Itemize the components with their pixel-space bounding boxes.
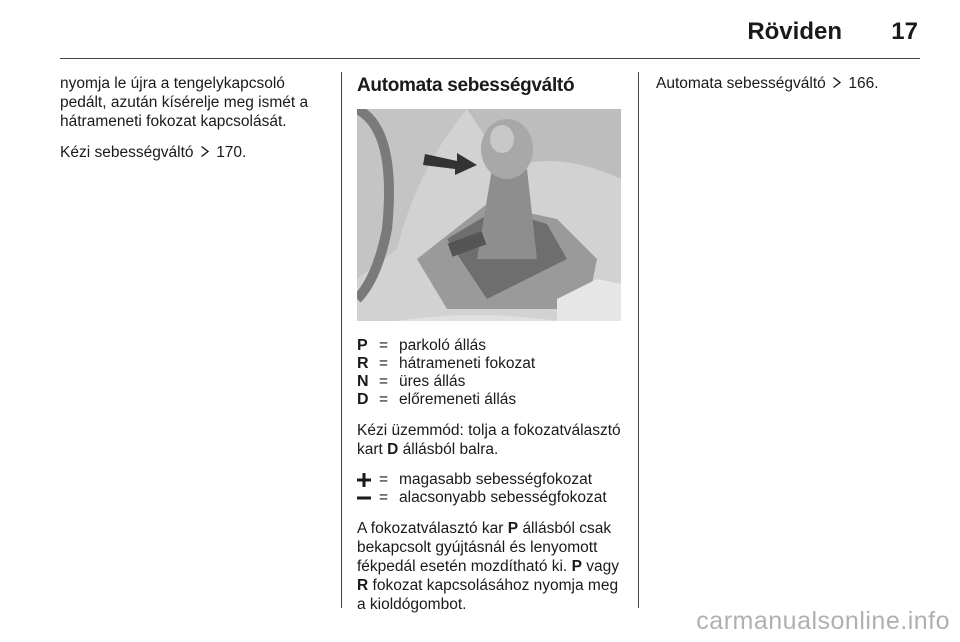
equals-sign: =	[379, 471, 389, 488]
reference-page: 166.	[848, 75, 879, 92]
paragraph-key: P	[571, 558, 582, 575]
reference-page: 170.	[216, 144, 247, 161]
manual-mode-text-end: állásból balra.	[402, 441, 499, 458]
list-item	[357, 337, 629, 355]
equals-sign: =	[379, 355, 389, 372]
column-3	[656, 74, 918, 105]
list-item	[357, 471, 629, 489]
equals-sign: =	[379, 337, 389, 354]
page-header	[0, 0, 960, 62]
position-label: hátrameneti fokozat	[399, 355, 536, 372]
gear-positions-list	[357, 337, 629, 409]
manual-item-label: magasabb sebességfokozat	[399, 471, 593, 488]
page-reference-icon	[832, 76, 842, 89]
gear-lever-illustration	[357, 109, 621, 321]
list-item	[357, 355, 629, 373]
column-2	[357, 74, 629, 626]
position-key: D	[357, 391, 369, 408]
paragraph-text: A fokozatválasztó kar	[357, 520, 504, 537]
manual-mode-paragraph	[357, 421, 629, 459]
minus-icon	[357, 489, 379, 507]
manual-mode-list	[357, 471, 629, 507]
position-label: parkoló állás	[399, 337, 487, 354]
equals-sign: =	[379, 489, 389, 506]
list-item	[357, 391, 629, 409]
header-divider	[60, 58, 920, 59]
position-label: üres állás	[399, 373, 466, 390]
paragraph-text: vagy	[586, 558, 619, 575]
page-reference-icon	[200, 145, 210, 158]
list-item	[357, 373, 629, 391]
position-key: N	[357, 373, 369, 390]
release-button-paragraph	[357, 519, 629, 614]
paragraph-key: P	[507, 520, 519, 537]
watermark: carmanualsonline.info	[696, 607, 950, 635]
paragraph-text: állásból csak bekapcsolt gyújtásnál és lenyomott fékpedál esetén mozdítható ki.	[357, 520, 612, 575]
equals-sign: =	[379, 391, 389, 408]
manual-mode-key: D	[387, 441, 399, 458]
position-label: előremeneti állás	[399, 391, 517, 408]
paragraph-reverse-gear: nyomja le újra a tengelykapcsoló pedált, azután kísérelje meg ismét a hátrameneti fokozat kapcsolását.	[60, 75, 309, 130]
column-divider-1	[341, 72, 342, 608]
reference-automatic-gearbox	[656, 74, 918, 93]
reference-text: Kézi sebességváltó	[60, 144, 194, 161]
manual-mode-text: Kézi üzemmód: tolja a fokozatválasztó kart	[357, 422, 621, 458]
manual-item-label: alacsonyabb sebességfokozat	[399, 489, 607, 506]
position-key: R	[357, 355, 369, 372]
reference-manual-gearbox	[60, 143, 322, 162]
page-number: 17	[891, 18, 918, 45]
paragraph-text: fokozat kapcsolásához nyomja meg a kioldógombot.	[357, 577, 619, 613]
plus-icon	[357, 471, 379, 489]
header-title: Röviden	[747, 18, 842, 45]
equals-sign: =	[379, 373, 389, 390]
section-title: Automata sebességváltó	[357, 75, 575, 96]
paragraph-key: R	[357, 577, 369, 594]
position-key: P	[357, 337, 368, 354]
column-divider-2	[638, 72, 639, 608]
list-item	[357, 489, 629, 507]
column-1	[60, 74, 322, 174]
reference-text: Automata sebességváltó	[656, 75, 826, 92]
